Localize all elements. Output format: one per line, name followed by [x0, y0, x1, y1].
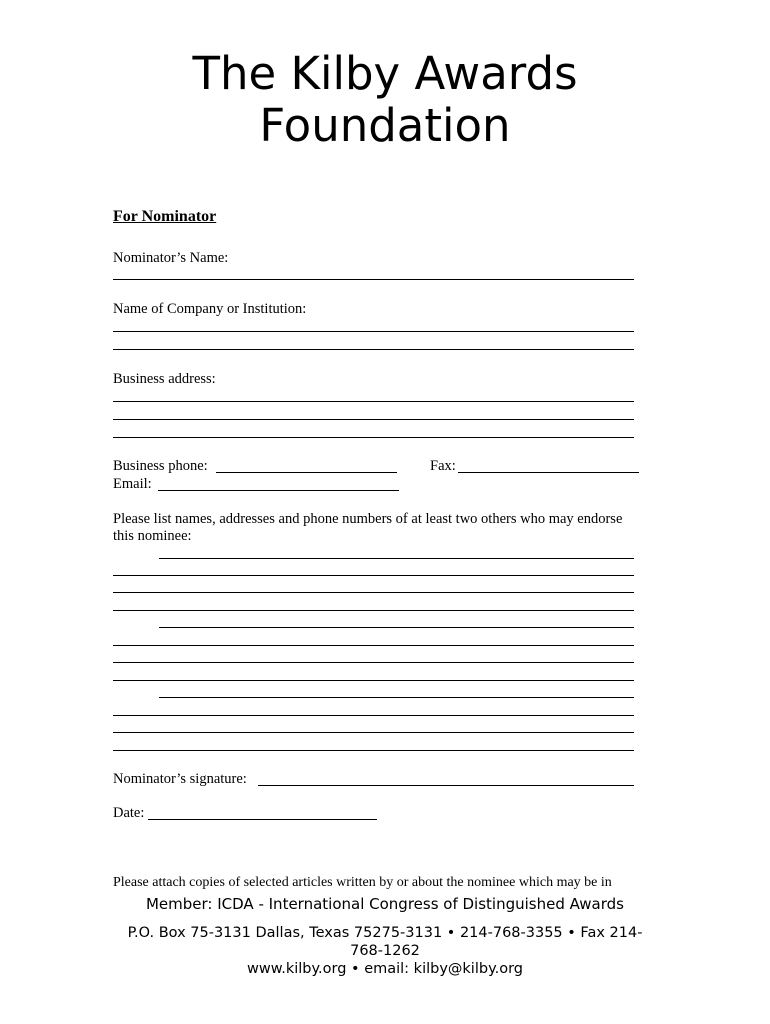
nominator-name-line[interactable] [113, 279, 634, 280]
endorser-1-line-2[interactable] [113, 575, 634, 576]
endorser-1-line-4[interactable] [113, 610, 634, 611]
endorser-2-line-3[interactable] [113, 662, 634, 663]
company-line-1[interactable] [113, 331, 634, 332]
address-label: Business address: [113, 371, 216, 387]
nominator-name-label: Nominator’s Name: [113, 250, 229, 266]
phone-label: Business phone: [113, 458, 208, 474]
endorser-1-line-1[interactable] [159, 558, 634, 559]
signature-label: Nominator’s signature: [113, 771, 247, 787]
company-label: Name of Company or Institution: [113, 301, 307, 317]
footer-web-line: www.kilby.org • email: kilby@kilby.org [247, 961, 523, 977]
date-line[interactable] [148, 819, 377, 820]
endorser-2-line-2[interactable] [113, 645, 634, 646]
endorse-instructions-line-2: this nominee: [113, 528, 192, 544]
endorser-3-line-4[interactable] [113, 750, 634, 751]
footer-address-line-1: P.O. Box 75-3131 Dallas, Texas 75275-3131 • 214-768-3355 • Fax 214- [127, 925, 643, 941]
address-line-3[interactable] [113, 437, 634, 438]
phone-line[interactable] [216, 472, 397, 473]
section-heading: For Nominator [113, 208, 217, 225]
fax-label: Fax: [430, 458, 456, 474]
fax-line[interactable] [458, 472, 639, 473]
address-line-2[interactable] [113, 419, 634, 420]
endorser-1-line-3[interactable] [113, 592, 634, 593]
title-line-2: Foundation [259, 99, 511, 152]
endorser-3-line-1[interactable] [159, 697, 634, 698]
endorser-2-line-1[interactable] [159, 627, 634, 628]
company-line-2[interactable] [113, 349, 634, 350]
address-line-1[interactable] [113, 401, 634, 402]
footer-address-line-2: 768-1262 [350, 943, 420, 959]
endorser-3-line-2[interactable] [113, 715, 634, 716]
title-line-1: The Kilby Awards [192, 47, 578, 100]
endorse-instructions-line-1: Please list names, addresses and phone numbers of at least two others who may endorse [113, 511, 623, 527]
email-line[interactable] [158, 490, 399, 491]
signature-line[interactable] [258, 785, 634, 786]
email-label: Email: [113, 476, 152, 492]
page-title [0, 48, 770, 152]
endorser-3-line-3[interactable] [113, 732, 634, 733]
date-label: Date: [113, 805, 145, 821]
endorser-2-line-4[interactable] [113, 680, 634, 681]
footer-member-line: Member: ICDA - International Congress of Distinguished Awards [145, 895, 624, 913]
attach-note: Please attach copies of selected articles written by or about the nominee which may be in [113, 875, 612, 890]
